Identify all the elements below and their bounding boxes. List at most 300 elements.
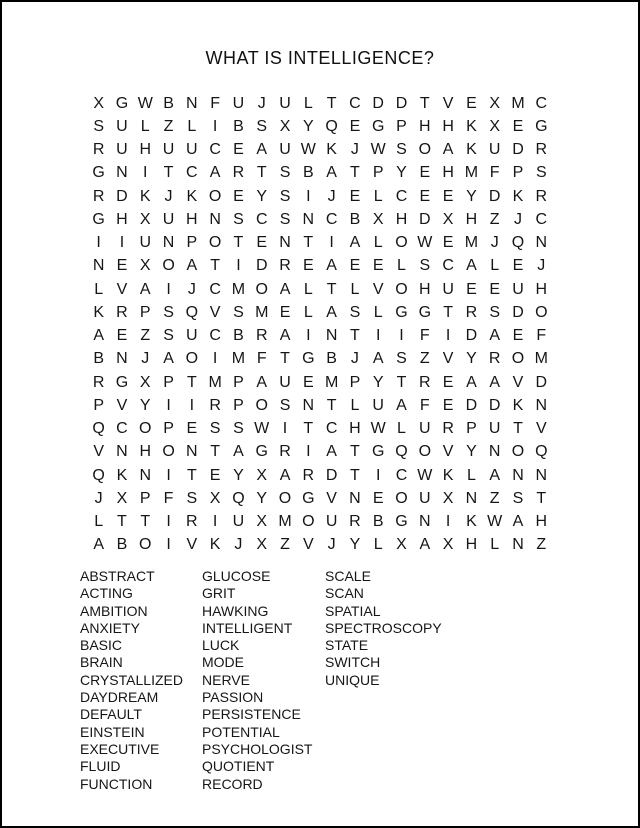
grid-cell: Q	[511, 234, 525, 252]
word-item: LUCK	[202, 637, 240, 654]
grid-cell: E	[279, 303, 291, 321]
grid-cell: A	[279, 327, 291, 345]
grid-cell: K	[512, 187, 524, 205]
grid-cell: C	[209, 280, 221, 298]
grid-cell: M	[534, 350, 548, 368]
word-item: SPECTROSCOPY	[325, 619, 442, 636]
grid-cell: I	[399, 327, 404, 345]
grid-cell: O	[208, 234, 222, 252]
grid-cell: J	[490, 234, 499, 252]
grid-cell: P	[163, 420, 174, 438]
grid-row	[87, 441, 553, 464]
grid-row	[87, 232, 553, 255]
grid-cell: F	[489, 164, 500, 182]
grid-cell: P	[163, 373, 174, 391]
grid-cell: I	[143, 164, 148, 182]
grid-cell: R	[349, 513, 361, 531]
grid-cell: L	[187, 117, 197, 135]
grid-cell: V	[326, 489, 337, 507]
grid-cell: M	[231, 280, 246, 298]
grid-cell: R	[535, 187, 548, 205]
grid-cell: J	[327, 536, 336, 554]
grid-cell: R	[535, 141, 548, 159]
grid-cell: S	[256, 117, 268, 135]
grid-cell: L	[373, 303, 383, 321]
grid-cell: Y	[396, 164, 407, 182]
grid-cell: Y	[302, 117, 314, 135]
grid-cell: J	[327, 187, 336, 205]
grid-cell: I	[189, 396, 195, 414]
grid-cell: J	[187, 280, 196, 298]
word-item: FLUID	[80, 758, 121, 775]
grid-cell: H	[186, 210, 198, 228]
grid-cell: E	[233, 141, 244, 159]
word-item: SPATIAL	[325, 602, 381, 619]
grid-cell: P	[186, 234, 198, 252]
grid-cell: S	[512, 489, 524, 507]
grid-cell: B	[233, 327, 244, 345]
grid-cell: E	[186, 420, 198, 438]
grid-cell: R	[488, 350, 501, 368]
grid-cell: M	[324, 373, 339, 391]
grid-cell: F	[419, 327, 430, 345]
grid-cell: P	[233, 396, 244, 414]
grid-cell: M	[511, 94, 525, 112]
grid-cell: S	[163, 303, 174, 321]
grid-cell: W	[137, 94, 153, 112]
grid-cell: M	[464, 234, 479, 252]
grid-cell: R	[465, 303, 478, 321]
grid-cell: A	[163, 350, 174, 368]
grid-cell: Q	[92, 420, 105, 438]
word-list-column-3	[325, 568, 455, 689]
grid-cell: X	[139, 373, 151, 391]
grid-cell: T	[396, 373, 407, 391]
grid-cell: X	[442, 489, 454, 507]
grid-cell: E	[372, 489, 384, 507]
grid-cell: N	[488, 443, 501, 461]
grid-cell: W	[370, 420, 386, 438]
grid-cell: Y	[256, 187, 268, 205]
grid-cell: V	[209, 303, 221, 321]
grid-cell: F	[419, 396, 430, 414]
grid-cell: T	[303, 234, 314, 252]
grid-cell: J	[234, 536, 243, 554]
grid-cell: C	[325, 210, 338, 228]
word-item: UNIQUE	[325, 671, 380, 688]
grid-cell: R	[279, 443, 291, 461]
grid-cell: K	[93, 303, 104, 321]
word-item: PERSISTENCE	[202, 706, 301, 723]
grid-cell: D	[512, 141, 524, 159]
grid-cell: E	[466, 280, 477, 298]
grid-cell: S	[279, 164, 291, 182]
grid-cell: M	[255, 303, 269, 321]
grid-cell: L	[466, 466, 476, 484]
grid-cell: T	[350, 164, 360, 182]
grid-cell: V	[116, 280, 128, 298]
grid-row	[87, 534, 553, 557]
grid-cell: H	[535, 280, 548, 298]
word-item: SWITCH	[325, 654, 381, 671]
grid-cell: N	[302, 210, 315, 228]
grid-cell: E	[349, 117, 361, 135]
grid-cell: K	[466, 141, 477, 159]
grid-cell: G	[395, 513, 408, 531]
grid-cell: A	[279, 466, 291, 484]
grid-row	[87, 371, 553, 394]
grid-cell: M	[278, 513, 292, 531]
grid-cell: J	[350, 141, 359, 159]
grid-cell: A	[326, 164, 337, 182]
grid-cell: F	[163, 489, 174, 507]
word-item: DAYDREAM	[80, 689, 159, 706]
grid-cell: L	[94, 513, 104, 531]
grid-cell: E	[419, 164, 431, 182]
word-item: PASSION	[202, 689, 264, 706]
grid-cell: S	[349, 303, 361, 321]
grid-cell: C	[255, 210, 268, 228]
grid-cell: H	[419, 117, 431, 135]
grid-cell: O	[278, 489, 292, 507]
grid-cell: M	[231, 350, 246, 368]
grid-cell: U	[325, 513, 338, 531]
grid-cell: Z	[280, 536, 290, 554]
word-item: EINSTEIN	[80, 723, 145, 740]
grid-cell: N	[535, 466, 548, 484]
grid-cell: K	[512, 396, 524, 414]
grid-cell: L	[303, 303, 313, 321]
grid-cell: N	[116, 164, 128, 182]
word-item: BRAIN	[80, 654, 123, 671]
grid-cell: E	[372, 257, 384, 275]
grid-cell: A	[349, 234, 361, 252]
grid-cell: B	[326, 350, 337, 368]
word-item: GLUCOSE	[202, 568, 271, 584]
grid-cell: U	[139, 234, 152, 252]
grid-cell: E	[512, 257, 524, 275]
grid-cell: R	[232, 164, 245, 182]
word-list-column-2	[202, 568, 323, 793]
word-item: CRYSTALLIZED	[80, 671, 183, 688]
grid-cell: F	[536, 327, 547, 345]
grid-cell: T	[443, 303, 453, 321]
grid-cell: I	[119, 234, 125, 252]
grid-cell: A	[466, 257, 477, 275]
grid-cell: K	[139, 187, 151, 205]
grid-cell: T	[303, 420, 314, 438]
word-item: PSYCHOLOGIST	[202, 740, 313, 757]
grid-cell: C	[325, 420, 338, 438]
grid-cell: H	[442, 117, 454, 135]
grid-cell: U	[442, 280, 454, 298]
grid-cell: X	[256, 513, 268, 531]
grid-cell: R	[255, 327, 268, 345]
grid-cell: G	[302, 489, 315, 507]
grid-cell: O	[418, 443, 432, 461]
grid-cell: S	[93, 117, 104, 135]
grid-cell: T	[419, 94, 430, 112]
word-item: POTENTIAL	[202, 723, 280, 740]
grid-cell: T	[233, 234, 244, 252]
grid-cell: P	[466, 420, 477, 438]
grid-cell: T	[326, 396, 337, 414]
grid-cell: G	[395, 303, 408, 321]
grid-cell: E	[209, 466, 221, 484]
grid-cell: E	[302, 257, 314, 275]
grid-cell: I	[166, 396, 171, 414]
grid-cell: B	[163, 94, 174, 112]
grid-cell: P	[139, 303, 151, 321]
grid-cell: N	[535, 396, 548, 414]
grid-cell: L	[397, 257, 406, 275]
grid-cell: P	[93, 396, 104, 414]
grid-cell: I	[329, 234, 334, 252]
grid-cell: B	[93, 350, 104, 368]
grid-cell: U	[372, 396, 384, 414]
grid-cell: X	[372, 210, 384, 228]
grid-cell: D	[116, 187, 128, 205]
grid-cell: A	[326, 443, 337, 461]
grid-cell: D	[465, 396, 478, 414]
grid-cell: W	[417, 234, 433, 252]
grid-cell: S	[233, 420, 244, 438]
word-item: INTELLIGENT	[202, 619, 293, 636]
grid-cell: G	[115, 94, 129, 112]
grid-cell: A	[442, 141, 454, 159]
grid-cell: T	[280, 350, 290, 368]
grid-cell: E	[256, 234, 268, 252]
grid-cell: I	[445, 513, 451, 531]
grid-cell: Z	[489, 489, 500, 507]
grid-cell: E	[512, 117, 524, 135]
grid-cell: Y	[256, 489, 268, 507]
grid-cell: H	[349, 420, 361, 438]
grid-cell: P	[233, 373, 244, 391]
grid-row	[87, 487, 553, 510]
grid-cell: V	[442, 443, 454, 461]
grid-cell: C	[442, 257, 454, 275]
grid-row	[87, 348, 553, 371]
grid-cell: H	[139, 443, 152, 461]
grid-cell: A	[256, 373, 268, 391]
grid-row	[87, 278, 553, 301]
grid-cell: V	[372, 280, 384, 298]
grid-cell: T	[163, 164, 174, 182]
grid-cell: D	[465, 327, 478, 345]
grid-cell: J	[257, 94, 266, 112]
grid-cell: G	[418, 303, 432, 321]
grid-cell: N	[512, 536, 524, 554]
grid-cell: K	[466, 513, 477, 531]
grid-cell: O	[302, 513, 315, 531]
grid-cell: A	[372, 350, 384, 368]
grid-cell: H	[139, 141, 152, 159]
grid-cell: R	[92, 187, 105, 205]
grid-cell: A	[489, 466, 501, 484]
grid-cell: B	[116, 536, 128, 554]
grid-cell: F	[210, 94, 221, 112]
grid-cell: T	[350, 443, 360, 461]
grid-cell: E	[349, 257, 361, 275]
grid-cell: T	[326, 280, 337, 298]
grid-cell: E	[419, 187, 431, 205]
grid-cell: K	[209, 536, 221, 554]
grid-cell: J	[537, 257, 546, 275]
grid-cell: V	[512, 373, 524, 391]
grid-cell: L	[303, 94, 313, 112]
grid-cell: L	[373, 234, 383, 252]
grid-cell: W	[300, 141, 316, 159]
grid-cell: G	[535, 117, 548, 135]
grid-cell: E	[349, 187, 361, 205]
grid-cell: A	[233, 443, 244, 461]
grid-cell: C	[186, 164, 198, 182]
grid-cell: F	[256, 350, 267, 368]
grid-cell: V	[535, 420, 547, 438]
grid-cell: T	[210, 443, 221, 461]
grid-cell: A	[139, 280, 151, 298]
grid-row	[87, 511, 553, 534]
grid-cell: S	[489, 303, 501, 321]
grid-cell: Z	[419, 350, 430, 368]
grid-row	[87, 301, 553, 324]
word-item: ANXIETY	[80, 619, 140, 636]
grid-cell: S	[279, 210, 291, 228]
grid-cell: L	[397, 420, 406, 438]
grid-cell: W	[487, 513, 503, 531]
grid-cell: E	[442, 373, 454, 391]
grid-cell: R	[302, 466, 315, 484]
grid-cell: A	[489, 373, 501, 391]
grid-cell: D	[255, 257, 268, 275]
grid-cell: K	[186, 187, 198, 205]
grid-cell: N	[302, 396, 315, 414]
grid-cell: Y	[466, 350, 477, 368]
grid-cell: U	[186, 141, 198, 159]
grid-cell: O	[255, 396, 268, 414]
grid-row	[87, 92, 553, 115]
grid-cell: O	[162, 257, 175, 275]
grid-cell: N	[186, 443, 198, 461]
grid-cell: X	[489, 117, 501, 135]
grid-cell: Y	[466, 187, 477, 205]
grid-row	[87, 255, 553, 278]
grid-cell: W	[254, 420, 270, 438]
grid-row	[87, 464, 553, 487]
grid-cell: R	[419, 373, 431, 391]
grid-cell: H	[442, 164, 454, 182]
word-item: STATE	[325, 637, 369, 654]
grid-cell: N	[512, 466, 524, 484]
grid-cell: E	[442, 234, 454, 252]
grid-cell: T	[140, 513, 151, 531]
grid-cell: I	[375, 327, 381, 345]
grid-cell: C	[535, 94, 548, 112]
grid-cell: Y	[372, 373, 384, 391]
grid-cell: E	[116, 327, 128, 345]
grid-cell: X	[442, 536, 454, 554]
grid-cell: W	[417, 466, 433, 484]
word-item: ACTING	[80, 585, 133, 602]
puzzle-title: WHAT IS INTELLIGENCE?	[205, 48, 435, 68]
grid-cell: X	[209, 489, 221, 507]
grid-cell: T	[513, 420, 523, 438]
grid-cell: U	[419, 420, 431, 438]
grid-cell: O	[395, 234, 408, 252]
grid-cell: S	[163, 327, 174, 345]
grid-cell: Q	[92, 466, 105, 484]
grid-row	[87, 208, 553, 231]
grid-cell: U	[279, 373, 291, 391]
grid-cell: N	[419, 513, 431, 531]
grid-cell: L	[373, 187, 383, 205]
grid-cell: I	[166, 466, 171, 484]
grid-cell: C	[349, 94, 361, 112]
word-item: SCALE	[325, 568, 371, 584]
grid-cell: T	[536, 489, 547, 507]
grid-cell: E	[489, 280, 501, 298]
grid-cell: G	[255, 443, 268, 461]
grid-cell: S	[279, 396, 291, 414]
grid-cell: B	[349, 210, 361, 228]
grid-cell: U	[279, 94, 291, 112]
grid-cell: L	[140, 117, 150, 135]
grid-cell: L	[350, 396, 360, 414]
grid-cell: X	[489, 94, 501, 112]
grid-cell: B	[372, 513, 384, 531]
grid-cell: D	[395, 94, 408, 112]
grid-cell: D	[325, 466, 338, 484]
grid-cell: W	[370, 141, 386, 159]
grid-cell: L	[373, 536, 383, 554]
grid-cell: P	[396, 117, 407, 135]
grid-cell: U	[232, 513, 245, 531]
word-item: BASIC	[80, 637, 123, 654]
grid-cell: Q	[185, 303, 199, 321]
grid-cell: Z	[489, 210, 500, 228]
grid-cell: H	[116, 210, 128, 228]
grid-cell: Q	[395, 443, 408, 461]
grid-cell: A	[279, 280, 291, 298]
grid-cell: A	[466, 373, 477, 391]
grid-cell: C	[116, 420, 128, 438]
grid-cell: H	[465, 536, 478, 554]
grid-cell: N	[139, 466, 152, 484]
grid-cell: C	[209, 327, 221, 345]
grid-cell: U	[116, 117, 128, 135]
grid-cell: I	[212, 513, 218, 531]
grid-cell: N	[162, 234, 175, 252]
grid-cell: R	[442, 420, 454, 438]
word-item: SCAN	[325, 585, 364, 602]
grid-cell: U	[116, 141, 128, 159]
grid-cell: B	[302, 164, 314, 182]
grid-cell: R	[186, 513, 198, 531]
grid-cell: R	[209, 396, 221, 414]
grid-cell: T	[117, 513, 127, 531]
grid-cell: S	[279, 187, 291, 205]
grid-cell: V	[116, 396, 128, 414]
grid-cell: Q	[535, 443, 548, 461]
grid-cell: M	[464, 164, 479, 182]
grid-cell: C	[395, 466, 408, 484]
grid-cell: A	[326, 257, 337, 275]
grid-cell: U	[162, 141, 175, 159]
grid-cell: X	[396, 536, 407, 554]
word-item: HAWKING	[202, 602, 269, 619]
grid-cell: U	[162, 210, 175, 228]
